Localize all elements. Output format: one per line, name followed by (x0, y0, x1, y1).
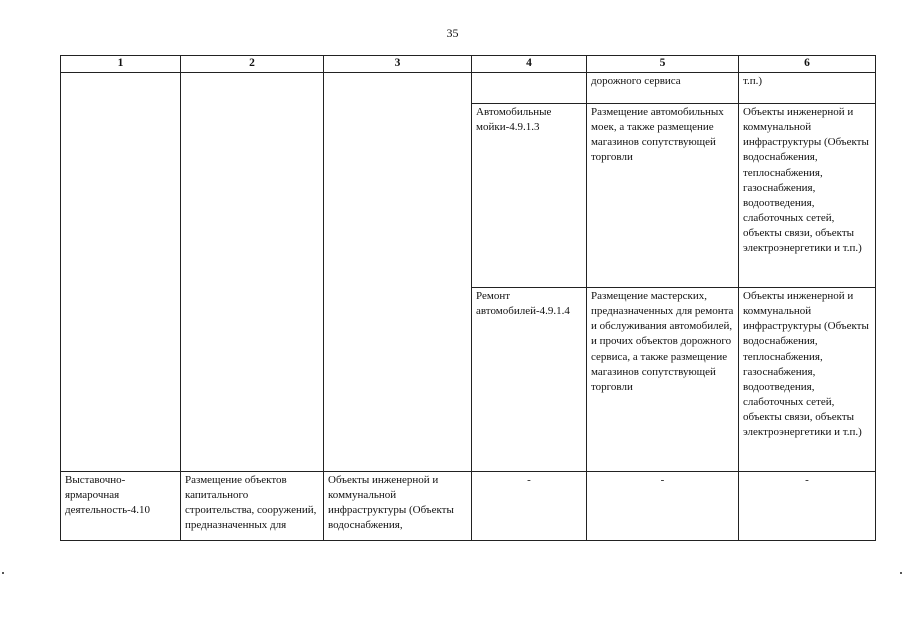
table-cell: Размещение автомобильных моек, а также размещение магазинов сопутствующей торговли (587, 103, 739, 287)
table-cell (181, 72, 324, 471)
table-cell: Объекты инженерной и коммунальной инфраструктуры (Объекты водоснабжения, теплоснабжения, газоснабжения, водоотведения, слаботочных сетей, объекты связи, объекты электроэнергетики и т.п.) (739, 287, 876, 471)
scan-mark (2, 572, 4, 574)
table-cell: - (472, 471, 587, 540)
column-header: 4 (472, 56, 587, 73)
table-cell: Автомобильные мойки-4.9.1.3 (472, 103, 587, 287)
page-number: 35 (446, 26, 459, 40)
table-cell: т.п.) (739, 72, 876, 103)
table-cell (61, 72, 181, 471)
scan-mark (900, 572, 902, 574)
column-header: 2 (181, 56, 324, 73)
table-cell: Объекты инженерной и коммунальной инфраструктуры (Объекты водоснабжения, (324, 471, 472, 540)
table-cell: Ремонт автомобилей-4.9.1.4 (472, 287, 587, 471)
table-cell: - (739, 471, 876, 540)
table-cell (324, 72, 472, 471)
table-cell: Размещение мастерских, предназначенных для ремонта и обслуживания автомобилей, и прочих объектов дорожного сервиса, а также размещение магазинов сопутствующей торговли (587, 287, 739, 471)
table-cell: Выставочно-ярмарочная деятельность-4.10 (61, 471, 181, 540)
table-row (61, 471, 876, 540)
column-header: 5 (587, 56, 739, 73)
land-use-table (60, 55, 876, 541)
table-cell (472, 72, 587, 103)
column-header: 1 (61, 56, 181, 73)
column-header: 3 (324, 56, 472, 73)
column-header: 6 (739, 56, 876, 73)
table-cell: - (587, 471, 739, 540)
table-cell: Объекты инженерной и коммунальной инфраструктуры (Объекты водоснабжения, теплоснабжения, газоснабжения, водоотведения, слаботочных сетей, объекты связи, объекты электроэнергетики и т.п.) (739, 103, 876, 287)
table-cell: дорожного сервиса (587, 72, 739, 103)
table-header-row (61, 56, 876, 73)
table-cell: Размещение объектов капитального строительства, сооружений, предназначенных для (181, 471, 324, 540)
table-row (61, 72, 876, 103)
